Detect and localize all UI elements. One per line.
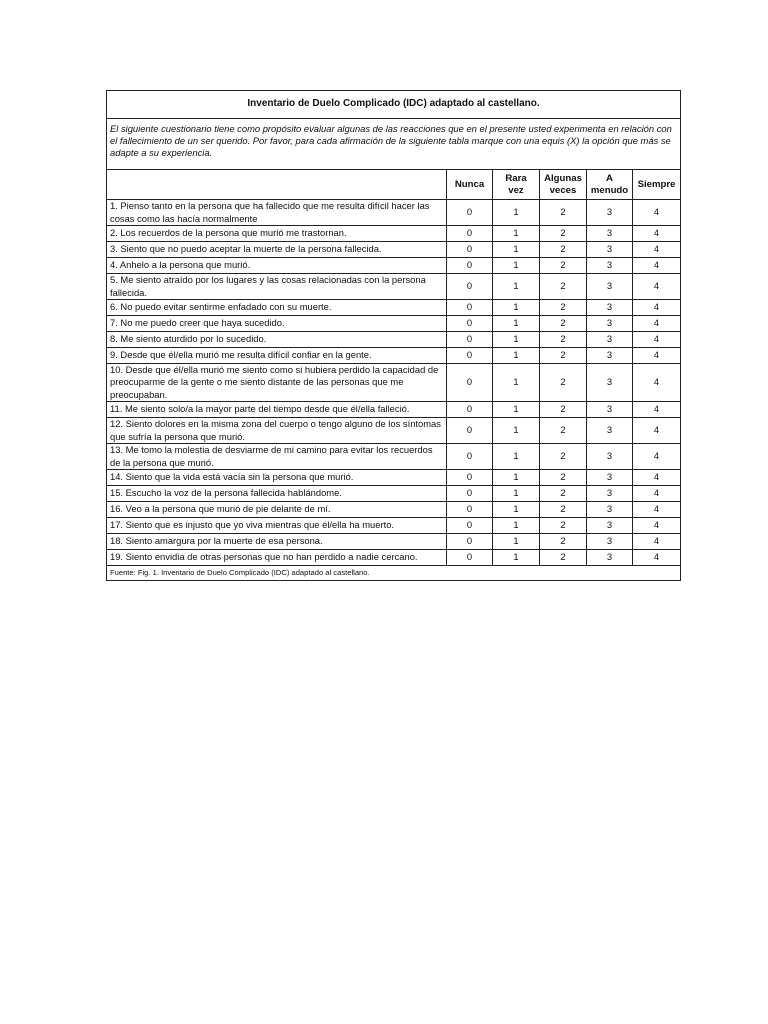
score-option-cell[interactable]: 0 xyxy=(447,418,493,444)
item-statement: 17. Siento que es injusto que yo viva mientras que él/ella ha muerto. xyxy=(107,518,447,534)
score-option-cell[interactable]: 0 xyxy=(447,364,493,402)
score-option-cell[interactable]: 2 xyxy=(540,200,587,226)
score-option-cell[interactable]: 4 xyxy=(633,258,681,274)
table-row xyxy=(107,364,681,402)
score-option-cell[interactable]: 2 xyxy=(540,242,587,258)
table-row xyxy=(107,226,681,242)
score-option-cell[interactable]: 4 xyxy=(633,486,681,502)
item-statement: 7. No me puedo creer que haya sucedido. xyxy=(107,316,447,332)
table-row xyxy=(107,274,681,300)
score-option-cell[interactable]: 2 xyxy=(540,226,587,242)
score-option-cell[interactable]: 3 xyxy=(587,518,633,534)
score-option-cell[interactable]: 0 xyxy=(447,534,493,550)
score-option-cell[interactable]: 0 xyxy=(447,402,493,418)
score-option-cell[interactable]: 0 xyxy=(447,274,493,300)
score-option-cell[interactable]: 0 xyxy=(447,502,493,518)
score-option-cell[interactable]: 1 xyxy=(493,242,540,258)
score-option-cell[interactable]: 0 xyxy=(447,348,493,364)
score-option-cell[interactable]: 4 xyxy=(633,348,681,364)
score-option-cell[interactable]: 2 xyxy=(540,258,587,274)
score-option-cell[interactable]: 4 xyxy=(633,534,681,550)
score-option-cell[interactable]: 4 xyxy=(633,364,681,402)
score-option-cell[interactable]: 3 xyxy=(587,444,633,470)
score-option-cell[interactable]: 1 xyxy=(493,348,540,364)
header-nunca: Nunca xyxy=(447,170,493,200)
idc-inventory-table xyxy=(106,90,681,581)
item-statement: 4. Anhelo a la persona que murió. xyxy=(107,258,447,274)
score-option-cell[interactable]: 3 xyxy=(587,332,633,348)
score-option-cell[interactable]: 2 xyxy=(540,502,587,518)
table-row xyxy=(107,316,681,332)
score-option-cell[interactable]: 1 xyxy=(493,550,540,566)
item-statement: 9. Desde que él/ella murió me resulta difícil confiar en la gente. xyxy=(107,348,447,364)
score-option-cell[interactable]: 2 xyxy=(540,348,587,364)
score-option-cell[interactable]: 2 xyxy=(540,402,587,418)
table-row xyxy=(107,200,681,226)
score-option-cell[interactable]: 0 xyxy=(447,444,493,470)
item-statement: 3. Siento que no puedo aceptar la muerte de la persona fallecida. xyxy=(107,242,447,258)
table-row xyxy=(107,444,681,470)
score-option-cell[interactable]: 3 xyxy=(587,502,633,518)
score-option-cell[interactable]: 2 xyxy=(540,364,587,402)
score-option-cell[interactable]: 0 xyxy=(447,258,493,274)
score-option-cell[interactable]: 1 xyxy=(493,274,540,300)
score-option-cell[interactable]: 4 xyxy=(633,200,681,226)
item-statement: 15. Escucho la voz de la persona fallecida hablándome. xyxy=(107,486,447,502)
score-option-cell[interactable]: 1 xyxy=(493,534,540,550)
score-option-cell[interactable]: 2 xyxy=(540,274,587,300)
item-statement: 11. Me siento solo/a la mayor parte del tiempo desde que él/ella falleció. xyxy=(107,402,447,418)
table-row xyxy=(107,486,681,502)
score-option-cell[interactable]: 3 xyxy=(587,550,633,566)
score-option-cell[interactable]: 1 xyxy=(493,502,540,518)
score-option-cell[interactable]: 3 xyxy=(587,274,633,300)
score-option-cell[interactable]: 2 xyxy=(540,300,587,316)
item-statement: 10. Desde que él/ella murió me siento como si hubiera perdido la capacidad de preocuparme de la gente o me siento distante de las personas que me preocupaban. xyxy=(107,364,447,402)
score-option-cell[interactable]: 3 xyxy=(587,300,633,316)
score-option-cell[interactable]: 1 xyxy=(493,364,540,402)
table-title: Inventario de Duelo Complicado (IDC) adaptado al castellano. xyxy=(107,91,681,119)
item-statement: 19. Siento envidia de otras personas que no han perdido a nadie cercano. xyxy=(107,550,447,566)
score-option-cell[interactable]: 4 xyxy=(633,418,681,444)
table-row xyxy=(107,418,681,444)
item-statement: 12. Siento dolores en la misma zona del cuerpo o tengo alguno de los síntomas que sufría la persona que murió. xyxy=(107,418,447,444)
score-option-cell[interactable]: 2 xyxy=(540,418,587,444)
score-option-cell[interactable]: 4 xyxy=(633,502,681,518)
score-option-cell[interactable]: 3 xyxy=(587,402,633,418)
score-option-cell[interactable]: 1 xyxy=(493,258,540,274)
table-row xyxy=(107,518,681,534)
table-row xyxy=(107,242,681,258)
score-option-cell[interactable]: 4 xyxy=(633,444,681,470)
source-note: Fuente: Fig. 1. Inventario de Duelo Complicado (IDC) adaptado al castellano. xyxy=(107,566,681,581)
score-option-cell[interactable]: 4 xyxy=(633,226,681,242)
score-option-cell[interactable]: 4 xyxy=(633,300,681,316)
item-statement: 18. Siento amargura por la muerte de esa persona. xyxy=(107,534,447,550)
instructions-text: El siguiente cuestionario tiene como propósito evaluar algunas de las reacciones que en el presente usted experimenta en relación con el fallecimiento de un ser querido. Por favor, para cada afirmación de la siguiente tabla marque con una equis (X) la opción que más se adapte a su experiencia. xyxy=(107,119,681,170)
score-option-cell[interactable]: 3 xyxy=(587,486,633,502)
score-option-cell[interactable]: 0 xyxy=(447,242,493,258)
table-row xyxy=(107,258,681,274)
score-option-cell[interactable]: 2 xyxy=(540,518,587,534)
table-row xyxy=(107,534,681,550)
score-option-cell[interactable]: 1 xyxy=(493,418,540,444)
score-option-cell[interactable]: 0 xyxy=(447,518,493,534)
score-option-cell[interactable]: 1 xyxy=(493,470,540,486)
score-option-cell[interactable]: 3 xyxy=(587,364,633,402)
score-option-cell[interactable]: 0 xyxy=(447,332,493,348)
item-statement: 13. Me tomo la molestia de desviarme de mi camino para evitar los recuerdos de la persona que murió. xyxy=(107,444,447,470)
score-option-cell[interactable]: 2 xyxy=(540,550,587,566)
score-option-cell[interactable]: 2 xyxy=(540,332,587,348)
score-option-cell[interactable]: 2 xyxy=(540,316,587,332)
score-option-cell[interactable]: 4 xyxy=(633,470,681,486)
item-statement: 8. Me siento aturdido por lo sucedido. xyxy=(107,332,447,348)
table-row xyxy=(107,470,681,486)
score-option-cell[interactable]: 1 xyxy=(493,316,540,332)
score-option-cell[interactable]: 1 xyxy=(493,226,540,242)
score-option-cell[interactable]: 0 xyxy=(447,226,493,242)
score-option-cell[interactable]: 0 xyxy=(447,486,493,502)
header-rara-vez: Rara vez xyxy=(493,170,540,200)
score-option-cell[interactable]: 3 xyxy=(587,348,633,364)
score-option-cell[interactable]: 0 xyxy=(447,200,493,226)
score-option-cell[interactable]: 2 xyxy=(540,470,587,486)
table-row xyxy=(107,502,681,518)
table-row xyxy=(107,300,681,316)
score-option-cell[interactable]: 4 xyxy=(633,316,681,332)
score-option-cell[interactable]: 3 xyxy=(587,470,633,486)
score-option-cell[interactable]: 3 xyxy=(587,200,633,226)
score-option-cell[interactable]: 3 xyxy=(587,242,633,258)
score-option-cell[interactable]: 2 xyxy=(540,444,587,470)
score-option-cell[interactable]: 1 xyxy=(493,332,540,348)
item-statement: 16. Veo a la persona que murió de pie delante de mí. xyxy=(107,502,447,518)
score-option-cell[interactable]: 2 xyxy=(540,534,587,550)
header-siempre: Siempre xyxy=(633,170,681,200)
score-option-cell[interactable]: 1 xyxy=(493,444,540,470)
score-option-cell[interactable]: 4 xyxy=(633,274,681,300)
score-option-cell[interactable]: 4 xyxy=(633,332,681,348)
score-option-cell[interactable]: 0 xyxy=(447,316,493,332)
score-option-cell[interactable]: 1 xyxy=(493,486,540,502)
score-option-cell[interactable]: 3 xyxy=(587,534,633,550)
score-option-cell[interactable]: 3 xyxy=(587,316,633,332)
score-option-cell[interactable]: 4 xyxy=(633,550,681,566)
score-option-cell[interactable]: 3 xyxy=(587,226,633,242)
table-row xyxy=(107,550,681,566)
score-option-cell[interactable]: 1 xyxy=(493,402,540,418)
header-a-menudo: A menudo xyxy=(587,170,633,200)
header-statement-blank xyxy=(107,170,447,200)
table-row xyxy=(107,402,681,418)
score-option-cell[interactable]: 1 xyxy=(493,200,540,226)
item-statement: 6. No puedo evitar sentirme enfadado con su muerte. xyxy=(107,300,447,316)
item-statement: 1. Pienso tanto en la persona que ha fallecido que me resulta difícil hacer las cosas como las hacía normalmente xyxy=(107,200,447,226)
score-option-cell[interactable]: 1 xyxy=(493,518,540,534)
header-row xyxy=(107,170,681,200)
item-statement: 14. Siento que la vida está vacía sin la persona que murió. xyxy=(107,470,447,486)
score-option-cell[interactable]: 4 xyxy=(633,242,681,258)
score-option-cell[interactable]: 1 xyxy=(493,300,540,316)
score-option-cell[interactable]: 4 xyxy=(633,402,681,418)
score-option-cell[interactable]: 4 xyxy=(633,518,681,534)
header-algunas-veces: Algunas veces xyxy=(540,170,587,200)
score-option-cell[interactable]: 0 xyxy=(447,470,493,486)
score-option-cell[interactable]: 2 xyxy=(540,486,587,502)
item-statement: 2. Los recuerdos de la persona que murió me trastornan. xyxy=(107,226,447,242)
table-row xyxy=(107,348,681,364)
score-option-cell[interactable]: 3 xyxy=(587,258,633,274)
score-option-cell[interactable]: 3 xyxy=(587,418,633,444)
item-statement: 5. Me siento atraído por los lugares y las cosas relacionadas con la persona fallecida. xyxy=(107,274,447,300)
table-row xyxy=(107,332,681,348)
score-option-cell[interactable]: 0 xyxy=(447,550,493,566)
score-option-cell[interactable]: 0 xyxy=(447,300,493,316)
